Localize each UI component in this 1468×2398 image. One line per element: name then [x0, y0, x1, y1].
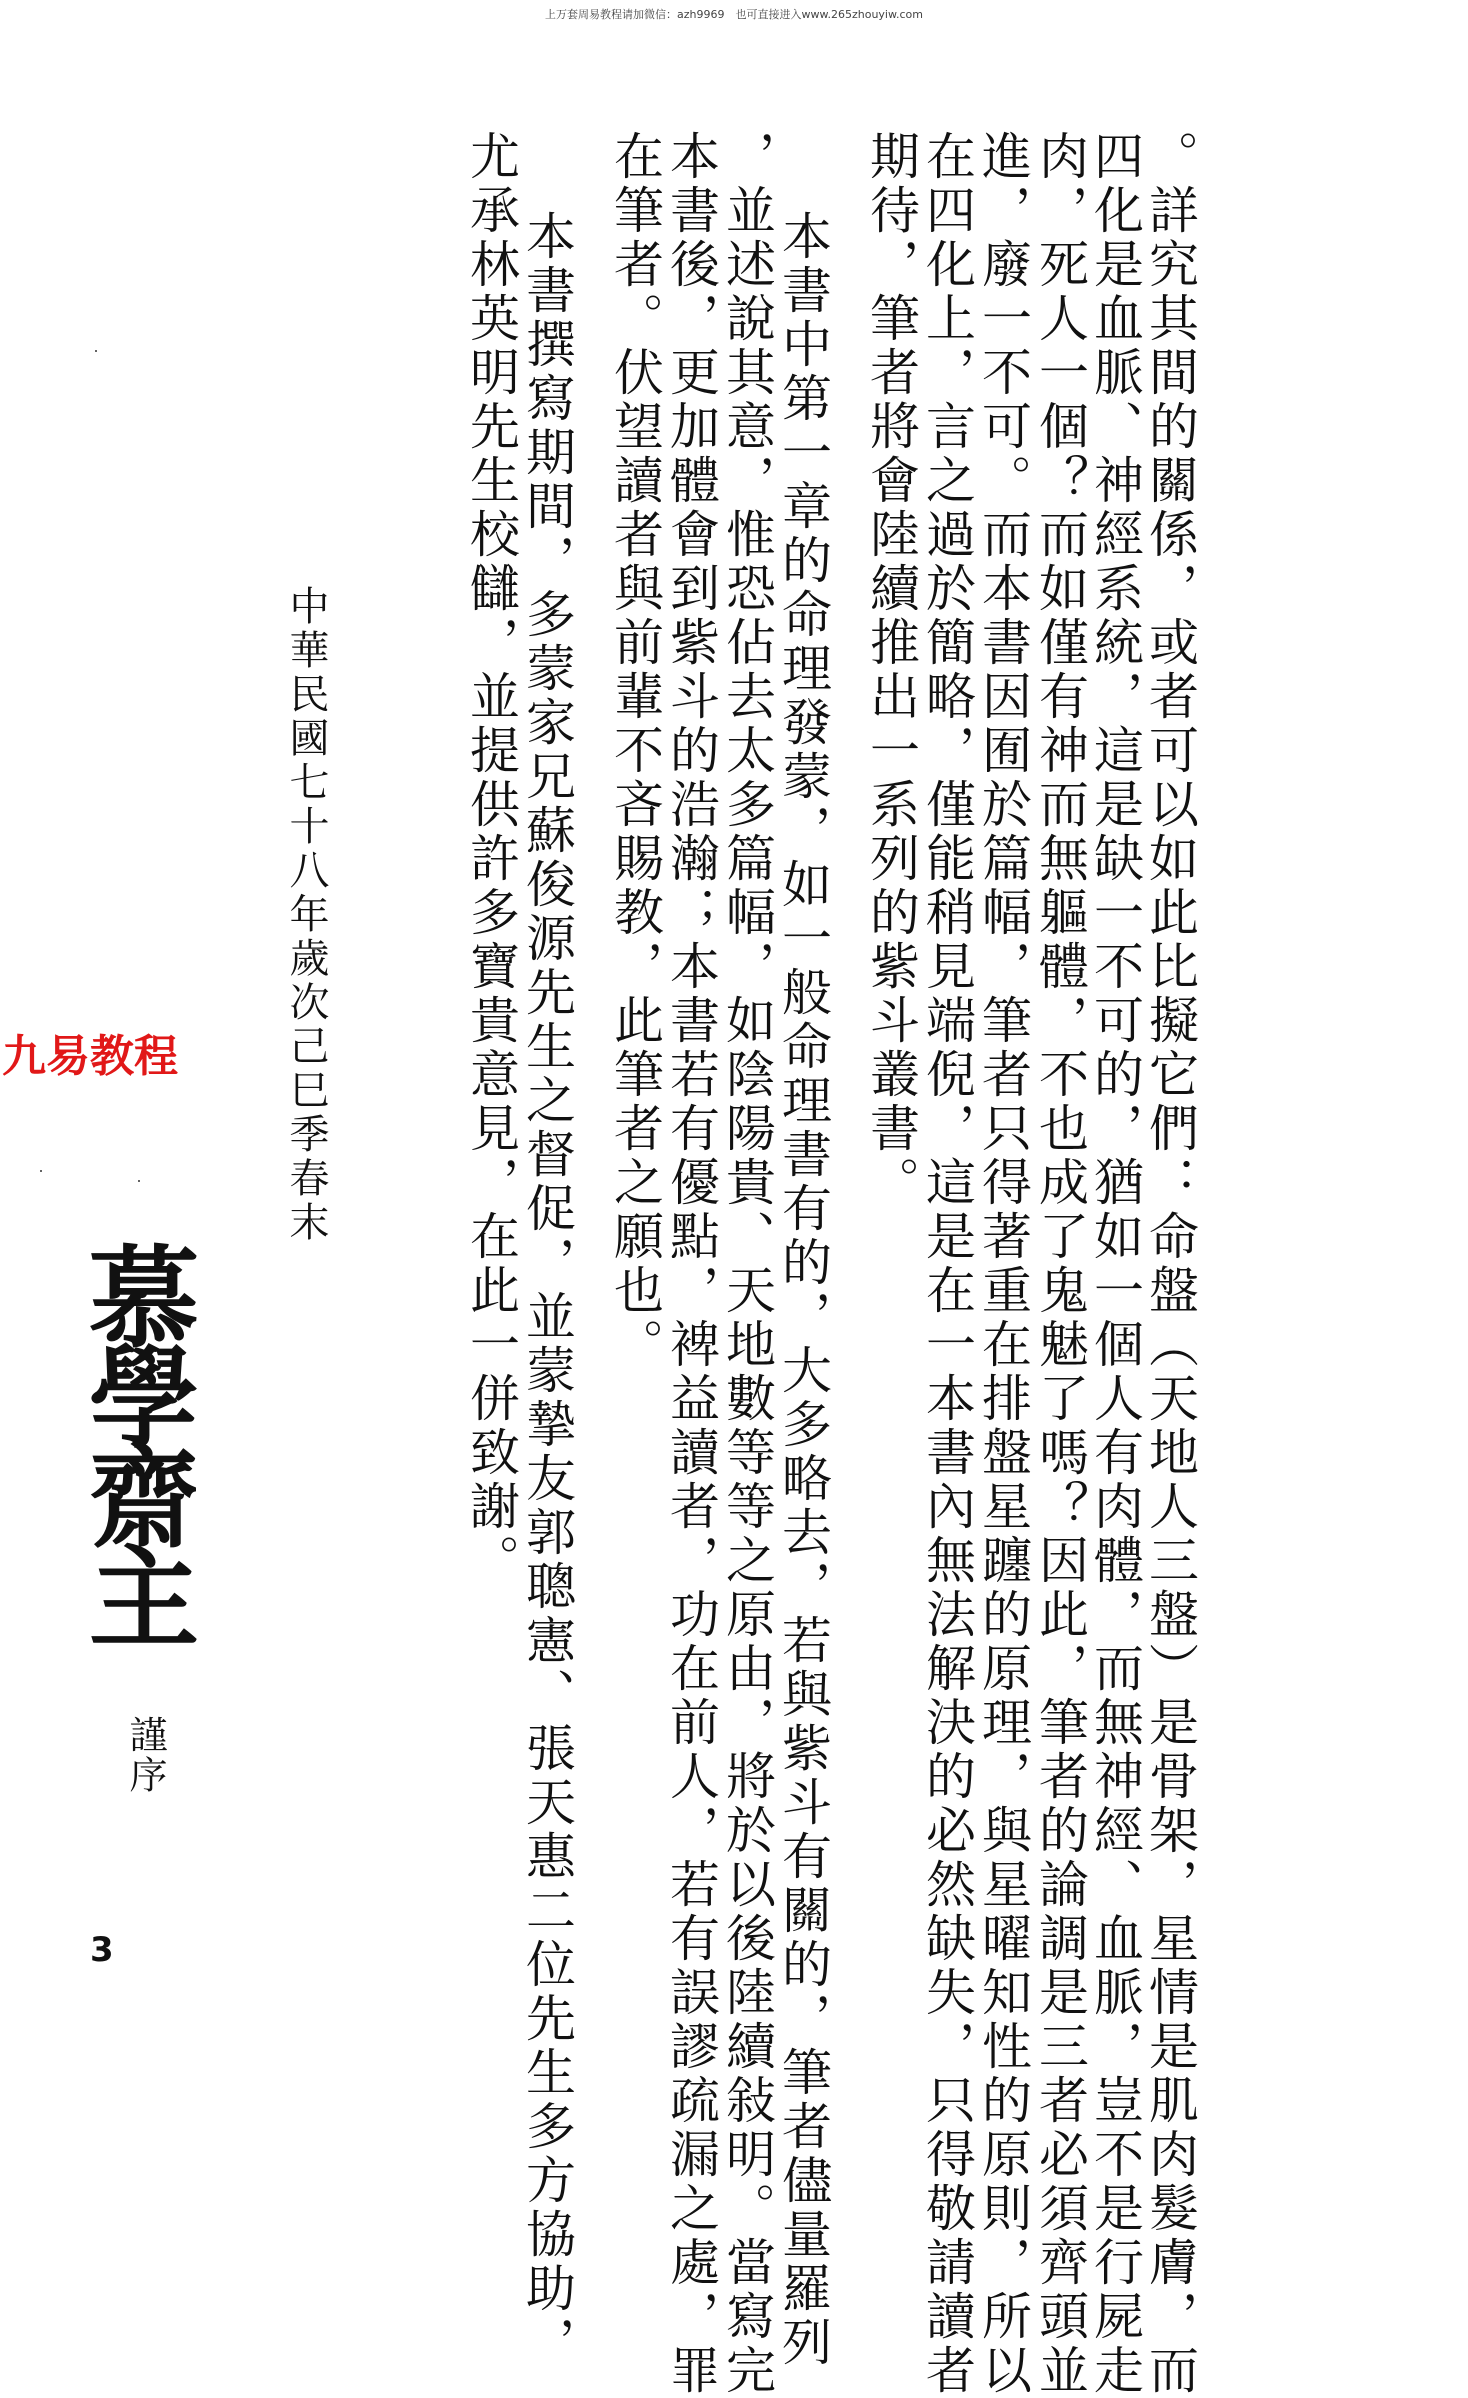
preface-date: 中華民國七十八年歲次己巳季春末: [283, 585, 329, 1245]
scan-speck: [95, 350, 97, 352]
text-column-8: ，並述說其意，惟恐佔去太多篇幅，如陰陽貴、天地數等等之原由，將於以後陸續敍明。當寫完: [718, 130, 776, 2398]
text-column-11: 本書撰寫期間，多蒙家兄蘇俊源先生之督促，並蒙摯友郭聰憲、張天惠二位先生多方協助，: [518, 210, 576, 2370]
page-number: 3: [90, 1930, 114, 1970]
page-header-note: 上万套周易教程请加微信：azh9969 也可直接进入www.265zhouyiw.com: [545, 8, 923, 21]
text-column-7: 本書中第一章的命理發蒙，如一般命理書有的，大多略去，若與紫斗有關的，筆者儘量羅列: [774, 210, 832, 2370]
text-column-3: 肉，死人一個？而如僅有神而無軀體，不也成了鬼魅了嗎？因此，筆者的論調是三者必須齊頭並: [1031, 130, 1089, 2398]
text-column-1: 。詳究其間的關係，或者可以如此比擬它們：命盤（天地人三盤）是骨架，星情是肌肉髮膚，而: [1141, 130, 1199, 2398]
signature: 慕學齋主: [71, 1240, 200, 1640]
text-column-9: 本書後，更加體會到紫斗的浩瀚；本書若有優點，裨益讀者，功在前人，若有誤謬疏漏之處，罪: [662, 130, 720, 2398]
text-column-10: 在筆者。伏望讀者與前輩不吝賜教，此筆者之願也。: [606, 130, 664, 1372]
text-column-6: 期待，筆者將會陸續推出一系列的紫斗叢書。: [862, 130, 920, 1210]
text-column-5: 在四化上，言之過於簡略，僅能稍見端倪，這是在一本書內無法解決的必然缺失，只得敬請讀者: [918, 130, 976, 2398]
scan-speck: [40, 1170, 42, 1172]
watermark-logo: 九易教程: [2, 1031, 178, 1082]
text-column-12: 尤承林英明先生校讎，並提供許多寶貴意見，在此一併致謝。: [462, 130, 520, 1588]
text-column-4: 進，廢一不可。而本書因囿於篇幅，筆者只得著重在排盤星躔的原理，與星曜知性的原則，所以: [974, 130, 1032, 2398]
scan-speck: [138, 1180, 140, 1182]
signature-suffix: 謹序: [123, 1715, 167, 1795]
text-column-2: 四化是血脈、神經系統，這是缺一不可的，猶如一個人有肉體，而無神經、血脈，豈不是行屍走: [1086, 130, 1144, 2398]
